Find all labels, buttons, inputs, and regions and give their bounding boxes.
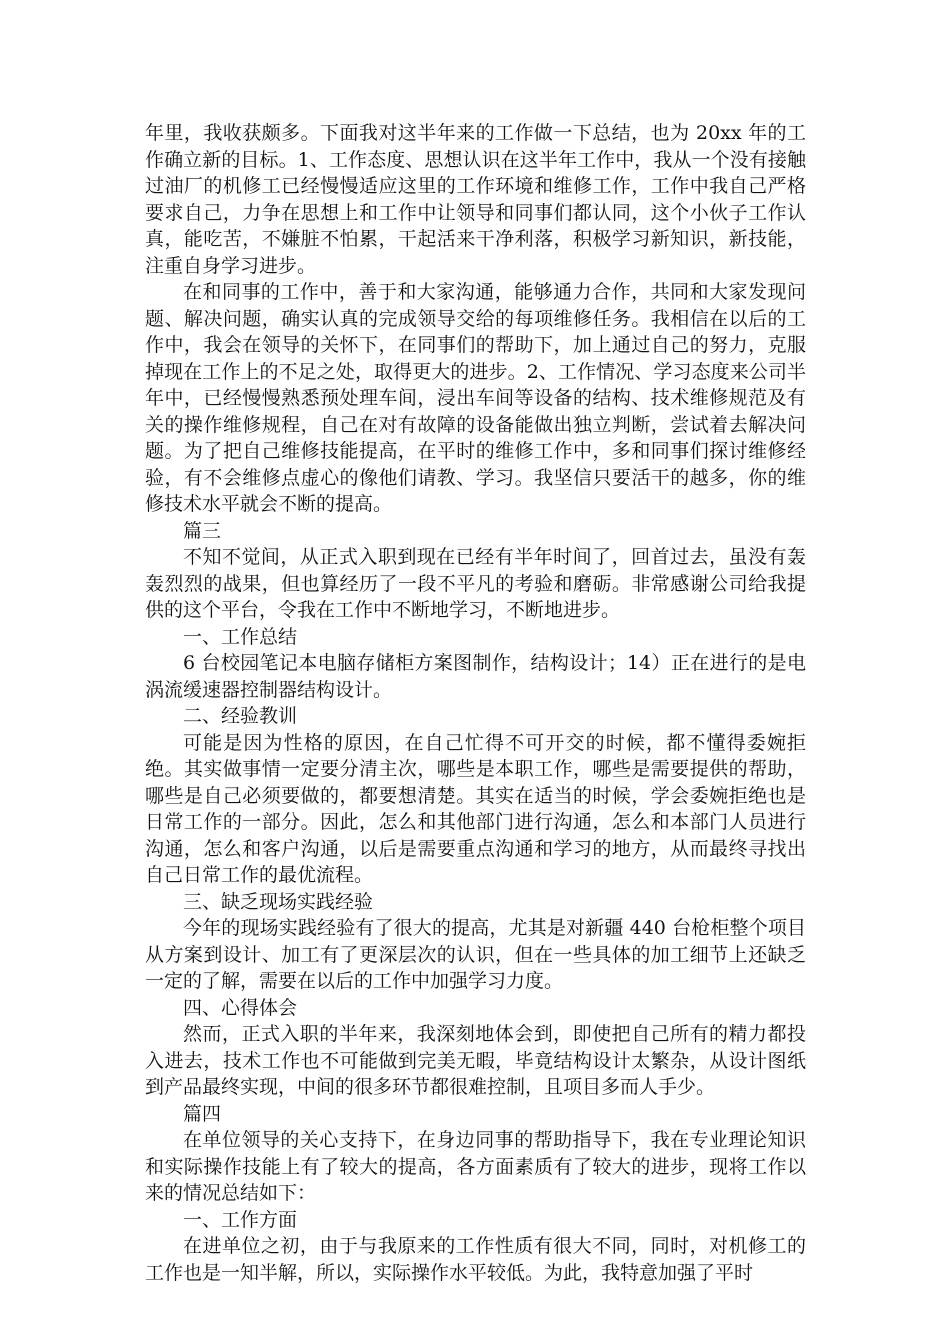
section-heading: 二、经验教训 — [183, 705, 298, 727]
paragraph: 6 台校园笔记本电脑存储柜方案图制作，结构设计；14）正在进行的是电涡流缓速器控制器结构设计。 — [145, 652, 806, 701]
paragraph: 在进单位之初，由于与我原来的工作性质有很大不同，同时，对机修工的工作也是一知半解，所以，实际操作水平较低。为此，我特意加强了平时 — [145, 1235, 806, 1284]
paragraph: 然而，正式入职的半年来，我深刻地体会到，即使把自己所有的精力都投入进去，技术工作也不可能做到完美无暇，毕竟结构设计太繁杂，从设计图纸到产品最终实现，中间的很多环节都很难控制，且项目多而人手少。 — [145, 1023, 806, 1098]
section-heading: 三、缺乏现场实践经验 — [183, 890, 374, 913]
paragraph: 可能是因为性格的原因，在自己忙得不可开交的时候，都不懂得委婉拒绝。其实做事情一定要分清主次，哪些是本职工作，哪些是需要提供的帮助，哪些是自己必须要做的，都要想清楚。其实在适当的时候，学会委婉拒绝也是日常工作的一部分。因此，怎么和其他部门进行沟通，怎么和本部门人员进行沟通，怎么和客户沟通，以后是需要重点沟通和学习的地方，从而最终寻找出自己日常工作的最优流程。 — [145, 731, 806, 886]
section-heading: 四、心得体会 — [183, 996, 298, 1019]
paragraph: 在单位领导的关心支持下，在身边同事的帮助指导下，我在专业理论知识和实际操作技能上有了较大的提高，各方面素质有了较大的进步，现将工作以来的情况总结如下： — [145, 1129, 806, 1204]
paragraph: 不知不觉间，从正式入职到现在已经有半年时间了，回首过去，虽没有轰轰烈烈的战果，但也算经历了一段不平凡的考验和磨砺。非常感谢公司给我提供的这个平台，令我在工作中不断地学习，不断地进步。 — [145, 546, 806, 621]
paragraph: 今年的现场实践经验有了很大的提高，尤其是对新疆 440 台枪柜整个项目从方案到设计、加工有了更深层次的认识，但在一些具体的加工细节上还缺乏一定的了解，需要在以后的工作中加强学习力度。 — [145, 917, 806, 992]
paragraph: 在和同事的工作中，善于和大家沟通，能够通力合作，共同和大家发现问题、解决问题，确实认真的完成领导交给的每项维修任务。我相信在以后的工作中，我会在领导的关怀下，在同事们的帮助下，加上通过自己的努力，克服掉现在工作上的不足之处，取得更大的进步。2、工作情况、学习态度来公司半年中，已经慢慢熟悉预处理车间，浸出车间等设备的结构、技术维修规范及有关的操作维修规程，自己在对有故障的设备能做出独立判断，尝试着去解决问题。为了把自己维修技能提高，在平时的维修工作中，多和同事们探讨维修经验，有不会维修点虚心的像他们请教、学习。我坚信只要活干的越多，你的维修技术水平就会不断的提高。 — [145, 281, 806, 515]
paragraph: 年里，我收获颇多。下面我对这半年来的工作做一下总结，也为 20xx 年的工作确立新的目标。1、工作态度、思想认识在这半年工作中，我从一个没有接触过油厂的机修工已经慢慢适应这里的工作环境和维修工作，工作中我自己严格要求自己，力争在思想上和工作中让领导和同事们都认同，这个小伙子工作认真，能吃苦，不嫌脏不怕累，干起活来干净利落，积极学习新知识，新技能，注重自身学习进步。 — [145, 122, 806, 277]
document-body — [145, 120, 806, 1286]
section-heading: 篇三 — [183, 519, 222, 542]
section-heading: 一、工作总结 — [183, 625, 298, 648]
section-heading: 一、工作方面 — [183, 1208, 298, 1231]
section-heading: 篇四 — [183, 1102, 222, 1125]
